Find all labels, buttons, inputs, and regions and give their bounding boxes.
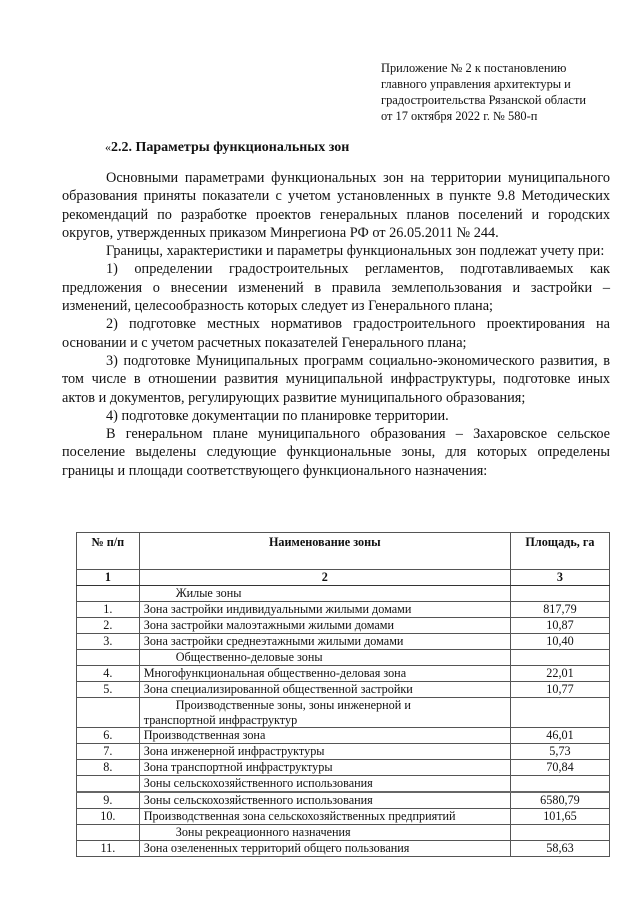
group-title: Зоны сельскохозяйственного использования (139, 776, 510, 793)
table-row (77, 634, 610, 650)
section-heading (105, 140, 349, 156)
row-number: 8. (77, 760, 140, 776)
list-item: 3) подготовке Муниципальных программ социально-экономического развития, в том числе в отношении развития муниципальной инфраструктуры, подготовке иных актов и документов, регулирующих развитие муниципального образования; (62, 352, 610, 406)
zone-area: 10,77 (510, 682, 609, 698)
zone-area: 10,40 (510, 634, 609, 650)
appendix-line: от 17 октября 2022 г. № 580-п (381, 109, 538, 123)
zone-name: Многофункциональная общественно-деловая зона (139, 666, 510, 682)
zone-name: Зона озелененных территорий общего пользования (139, 841, 510, 857)
paragraph: В генеральном плане муниципального образования – Захаровское сельское поселение выделены следующие функциональные зоны, для которых определены границы и площади соответствующего функционального назначения: (62, 426, 610, 479)
appendix-line: градостроительства Рязанской области (381, 93, 586, 107)
zone-name: Зона инженерной инфраструктуры (139, 744, 510, 760)
table-row (77, 744, 610, 760)
table-row (77, 728, 610, 744)
appendix-note (381, 60, 621, 124)
row-number: 7. (77, 744, 140, 760)
zones-table (76, 532, 610, 857)
table-header-row (77, 533, 610, 570)
zone-area: 6580,79 (510, 792, 609, 809)
header-zone-name: Наименование зоны (139, 533, 510, 570)
table-row (77, 618, 610, 634)
row-number: 1. (77, 602, 140, 618)
group-row (77, 650, 610, 666)
zone-area: 58,63 (510, 841, 609, 857)
zone-name: Зона застройки среднеэтажными жилыми домами (139, 634, 510, 650)
zone-name: Зона застройки малоэтажными жилыми домами (139, 618, 510, 634)
table-row (77, 792, 610, 809)
zone-area: 5,73 (510, 744, 609, 760)
empty-cell (77, 825, 140, 841)
column-number: 3 (510, 570, 609, 586)
table-row (77, 666, 610, 682)
group-title: Зоны рекреационного назначения (139, 825, 510, 841)
appendix-line: Приложение № 2 к постановлению (381, 61, 567, 75)
group-title: Жилые зоны (139, 586, 510, 602)
zone-area: 70,84 (510, 760, 609, 776)
header-number: № п/п (77, 533, 140, 570)
list-item: 2) подготовке местных нормативов градостроительного проектирования на основании и с учетом расчетных показателей Генерального плана; (62, 316, 610, 351)
empty-cell (510, 825, 609, 841)
group-row (77, 586, 610, 602)
row-number: 2. (77, 618, 140, 634)
list-item: 4) подготовке документации по планировке территории. (106, 407, 449, 424)
zone-area: 22,01 (510, 666, 609, 682)
table-row (77, 841, 610, 857)
header-area: Площадь, га (510, 533, 609, 570)
paragraph: Границы, характеристики и параметры функциональных зон подлежат учету при: (106, 243, 605, 260)
empty-cell (77, 698, 140, 728)
section-title: 2.2. Параметры функциональных зон (111, 140, 350, 155)
empty-cell (77, 586, 140, 602)
table-row (77, 682, 610, 698)
appendix-line: главного управления архитектуры и (381, 77, 571, 91)
row-number: 6. (77, 728, 140, 744)
table-row (77, 760, 610, 776)
group-title-line: Производственные зоны, зоны инженерной и (175, 698, 411, 712)
zone-name: Зона специализированной общественной застройки (139, 682, 510, 698)
row-number: 10. (77, 809, 140, 825)
group-title (139, 698, 510, 728)
zone-area: 10,87 (510, 618, 609, 634)
list-item: 1) определении градостроительных регламентов, подготавливаемых как предложения о внесении изменений в правила землепользования и застройки – изменений, целесообразность которых следует из Генерального плана; (62, 261, 610, 315)
empty-cell (510, 698, 609, 728)
zone-name: Зона транспортной инфраструктуры (139, 760, 510, 776)
row-number: 5. (77, 682, 140, 698)
empty-cell (77, 776, 140, 793)
zone-name: Зоны сельскохозяйственного использования (139, 792, 510, 809)
table-row (77, 809, 610, 825)
zone-area: 101,65 (510, 809, 609, 825)
column-number: 1 (77, 570, 140, 586)
empty-cell (510, 776, 609, 793)
table-row (77, 602, 610, 618)
row-number: 11. (77, 841, 140, 857)
empty-cell (77, 650, 140, 666)
group-row (77, 825, 610, 841)
zone-area: 46,01 (510, 728, 609, 744)
paragraph: Основными параметрами функциональных зон на территории муниципального образования приняты показатели с учетом установленных в пункте 9.8 Методических рекомендаций по разработке проектов генеральных планов поселений и городских округов, утвержденных приказом Минрегиона РФ от 26.05.2011 № 244. (62, 170, 610, 241)
row-number: 4. (77, 666, 140, 682)
column-number: 2 (139, 570, 510, 586)
body-text (62, 169, 610, 480)
zone-name: Зона застройки индивидуальными жилыми домами (139, 602, 510, 618)
empty-cell (510, 650, 609, 666)
column-number-row (77, 570, 610, 586)
group-title-line: транспортной инфраструктур (143, 712, 298, 727)
group-row (77, 776, 610, 793)
group-row (77, 698, 610, 728)
opening-quote: « (105, 140, 111, 154)
empty-cell (510, 586, 609, 602)
zone-name: Производственная зона (139, 728, 510, 744)
row-number: 3. (77, 634, 140, 650)
group-title: Общественно-деловые зоны (139, 650, 510, 666)
zone-area: 817,79 (510, 602, 609, 618)
row-number: 9. (77, 792, 140, 809)
zone-name: Производственная зона сельскохозяйственных предприятий (139, 809, 510, 825)
